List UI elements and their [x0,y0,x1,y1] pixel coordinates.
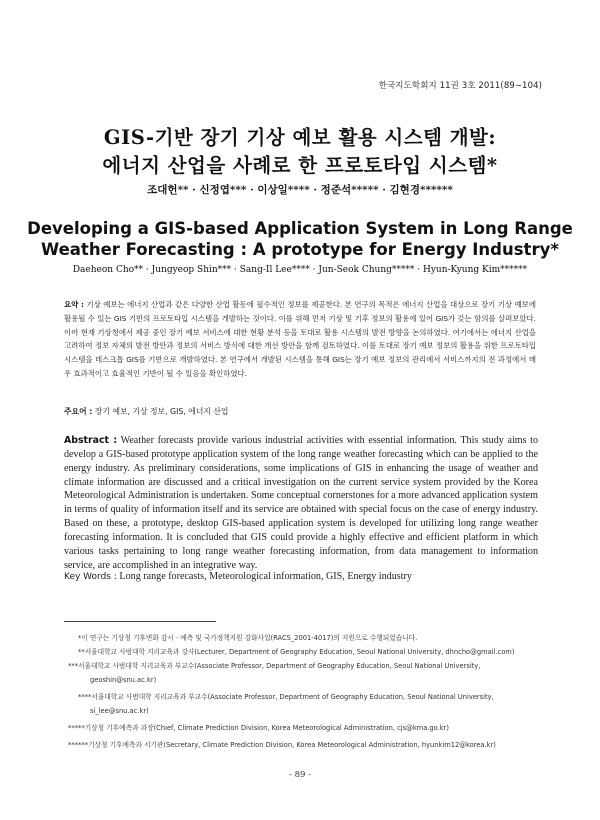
korean-keywords [64,406,536,417]
korean-abstract-label: 요약 : [64,300,84,309]
korean-abstract-text: 기상 예보는 에너지 산업과 같은 다양한 산업 활동에 필수적인 정보를 제공한다. 본 연구의 목적은 에너지 산업을 대상으로 장기 기상 예보에 활용될 수 있는 GIS 기반의 프로토타입 시스템을 개발하는 것이다. 이를 위해 먼저 기상 및 기후 정보의 활용에 있어 GIS가 갖는 함의를 살펴보았다. 이어 현재 기상청에서 제공 중인 장기 예보 서비스에 대한 현황 분석 등을 토대로 활용 시스템의 발전 방향을 논의하였다. 여기에서는 에너지 산업을 고려하여 정보 자체의 발전 방안과 정보의 서비스 방식에 대한 개선 방안을 함께 검토하였다. 이를 토대로 장기 예보 정보의 활용을 위한 프로토타입 시스템을 데스크톱 GIS를 기반으로 개발하였다. 본 연구에서 개발된 시스템을 통해 GIS는 장기 예보 정보의 관리에서 서비스까지의 전 과정에서 매우 효과적이고 효율적인 기반이 될 수 있음을 확인하였다. [64,300,536,378]
korean-keywords-label: 주요어 : [64,407,93,416]
korean-title-line-2: 에너지 산업을 사례로 한 프로토타입 시스템* [102,154,498,177]
english-authors: Daeheon Cho** · Jungyeop Shin*** · Sang-Il Lee**** · Jun-Seok Chung***** · Hyun-Kyung Kim****** [72,265,528,275]
english-keywords [64,571,538,582]
footnote-4: ****서울대학교 사범대학 지리교육과 부교수(Associate Professor, Department of Geography Education, Seoul National University, [78,693,494,701]
english-keywords-text: Long range forecasts, Meteorological information, GIS, Energy industry [116,571,412,582]
footnote-4-continuation: si_lee@snu.ac.kr) [90,707,149,715]
korean-authors: 조대헌** · 신정엽*** · 이상일**** · 정준석***** · 김현경****** [147,184,453,196]
footnote-6: ******기상청 기후예측과 서기관(Secretary, Climate Prediction Division, Korea Meteorological Administration, hyunkim12@korea.kr) [68,741,496,749]
footnote-3: ***서울대학교 사범대학 지리교육과 부교수(Associate Professor, Department of Geography Education, Seoul National University, [68,662,481,670]
english-abstract [64,434,538,572]
english-abstract-text: Weather forecasts provide various industrial activities with essential information. This study aims to develop a GIS-based prototype application system of the long range weather forecasting which can be applied to the energy industry. As preliminary considerations, some implications of GIS in enhancing the usage of weather and climate information are discussed and a critical investigation on the current service system provided by the Korea Meteorological Administration is undertaken. Some conceptual cornerstones for a more advanced application system in terms of quality of information itself and its service are obtained with special focus on the case of energy industry. Based on these, a prototype, desktop GIS-based application system is developed for utilizing long range weather forecasting information. It is concluded that GIS could provide a highly effective and efficient platform in which various tasks pertaining to long range weather forecasting information, from data management to information service, are accomplished in an integrative way. [64,435,539,571]
footnotes [66,631,536,752]
english-keywords-label: Key Words : [64,572,117,582]
journal-header: 한국지도학회지 11권 3호 2011(89∼104) [378,81,542,91]
english-title-line-1: Developing a GIS-based Application System in Long Range [27,219,573,238]
english-abstract-label: Abstract : [64,435,118,446]
korean-title [0,124,600,180]
english-title-line-2: Weather Forecasting : A prototype for Energy Industry* [41,240,559,259]
footnote-2: **서울대학교 사범대학 지리교육과 강사(Lecturer, Department of Geography Education, Seoul National University, dhncho@gmail.com) [78,648,515,656]
footnote-divider [64,621,216,622]
korean-title-line-1: GIS-기반 장기 기상 예보 활용 시스템 개발: [103,126,497,149]
page-number: - 89 - [289,770,311,780]
korean-abstract [64,298,536,381]
footnote-5: *****기상청 기후예측과 과장(Chief, Climate Prediction Division, Korea Meteorological Administration, cjs@kma.go.kr) [68,724,450,732]
english-title [0,218,600,260]
footnote-3-continuation: geoshin@snu.ac.kr) [90,676,157,684]
korean-keywords-text: 장기 예보, 기상 정보, GIS, 에너지 산업 [92,407,229,416]
footnote-1: *이 연구는 기상청 기후변화 감시 · 예측 및 국가정책지원 강화사업(RACS_2001-4017)의 지원으로 수행되었습니다. [78,634,418,642]
